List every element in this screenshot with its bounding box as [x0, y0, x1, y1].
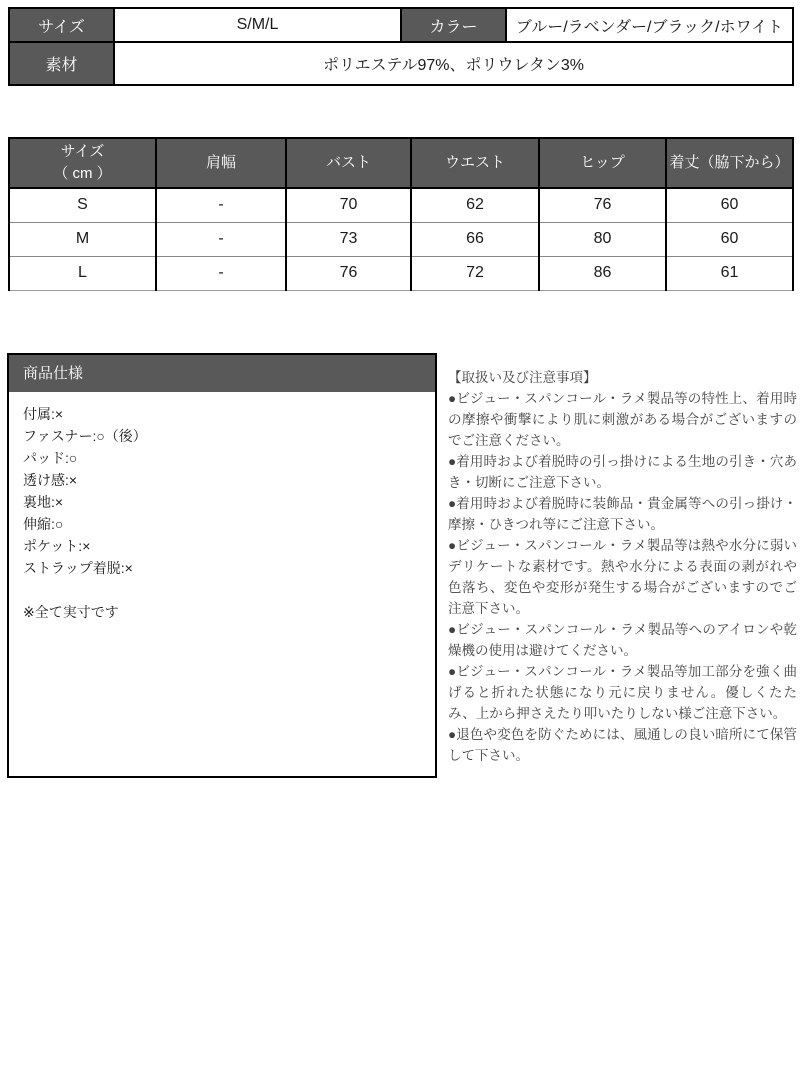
size-s-length-cell: 60 [666, 188, 793, 222]
care-note-snagging: ●着用時および着脱時の引っ掛けによる生地の引き・穴あき・切断にご注意下さい。 [448, 454, 797, 490]
care-note-iron-dryer: ●ビジュー・スパンコール・ラメ製品等へのアイロンや乾燥機の使用は避けてください。 [448, 622, 797, 658]
size-row-l [9, 256, 793, 290]
care-note-storage: ●退色や変色を防ぐためには、風通しの良い暗所にて保管して下さい。 [448, 727, 797, 763]
spec-item-pad: パッド:○ [23, 450, 78, 466]
size-table-header-row [9, 138, 793, 188]
size-value-cell: S/M/L [114, 8, 401, 42]
care-note-heat-moisture: ●ビジュー・スパンコール・ラメ製品等は熱や水分に弱いデリケートな素材です。熱や水分による表面の剥がれや色落ち、変色や変形が発生する場合がございますのでご注意下さい。 [448, 538, 797, 616]
spec-item-strap: ストラップ着脱:× [23, 560, 133, 576]
size-l-shoulder-cell: - [156, 256, 286, 290]
shoulder-width-header-cell: 肩幅 [156, 138, 286, 188]
spec-item-lining: 裏地:× [23, 494, 64, 510]
product-summary-table [8, 7, 794, 86]
product-spec-list [9, 392, 435, 634]
color-header-cell: カラー [401, 8, 506, 42]
spec-item-sheerness: 透け感:× [23, 472, 78, 488]
size-m-waist-cell: 66 [411, 222, 539, 256]
size-cm-header-cell [9, 138, 156, 188]
care-notes-title: 【取扱い及び注意事項】 [448, 370, 597, 385]
care-note-jewelry: ●着用時および着脱時に装飾品・貴金属等への引っ掛け・摩擦・ひきつれ等にご注意下さい。 [448, 496, 797, 532]
size-m-bust-cell: 73 [286, 222, 411, 256]
length-header-cell: 着丈（脇下から） [666, 138, 793, 188]
size-s-shoulder-cell: - [156, 188, 286, 222]
size-l-bust-cell: 76 [286, 256, 411, 290]
size-m-label-cell: M [9, 222, 156, 256]
bust-header-cell: バスト [286, 138, 411, 188]
size-m-length-cell: 60 [666, 222, 793, 256]
size-s-hip-cell: 76 [539, 188, 666, 222]
size-row-m [9, 222, 793, 256]
summary-row-size-color [9, 8, 793, 42]
size-l-label-cell: L [9, 256, 156, 290]
size-m-shoulder-cell: - [156, 222, 286, 256]
spec-item-pocket: ポケット:× [23, 538, 91, 554]
spec-item-stretch: 伸縮:○ [23, 516, 64, 532]
size-header-cell: サイズ [9, 8, 114, 42]
color-value-cell: ブルー/ラベンダー/ブラック/ホワイト [506, 8, 793, 42]
size-l-waist-cell: 72 [411, 256, 539, 290]
size-s-label-cell: S [9, 188, 156, 222]
size-m-hip-cell: 80 [539, 222, 666, 256]
size-cm-header-line2: （ cm ） [53, 165, 112, 182]
size-s-bust-cell: 70 [286, 188, 411, 222]
size-cm-header-line1: サイズ [60, 143, 105, 161]
care-note-friction: ●ビジュー・スパンコール・ラメ製品等の特性上、着用時の摩擦や衝撃により肌に刺激がある場合がございますのでご注意ください。 [448, 391, 797, 448]
care-notes-section [448, 367, 797, 766]
summary-row-material [9, 42, 793, 85]
size-row-s [9, 188, 793, 222]
care-note-bending: ●ビジュー・スパンコール・ラメ製品等加工部分を強く曲げると折れた状態になり元に戻りません。優しくたたみ、上から押さえたり叩いたりしない様ご注意下さい。 [448, 664, 797, 721]
spec-measurement-note: ※全て実寸です [23, 604, 119, 620]
product-spec-title: 商品仕様 [9, 355, 435, 392]
product-spec-box [7, 353, 437, 778]
size-l-length-cell: 61 [666, 256, 793, 290]
size-l-hip-cell: 86 [539, 256, 666, 290]
material-header-cell: 素材 [9, 42, 114, 85]
size-measurements-table [8, 137, 794, 291]
hip-header-cell: ヒップ [539, 138, 666, 188]
spec-item-accessories: 付属:× [23, 406, 64, 422]
material-value-cell: ポリエステル97%、ポリウレタン3% [114, 42, 793, 85]
spec-item-zipper: ファスナー:○（後） [23, 428, 147, 444]
size-s-waist-cell: 62 [411, 188, 539, 222]
waist-header-cell: ウエスト [411, 138, 539, 188]
